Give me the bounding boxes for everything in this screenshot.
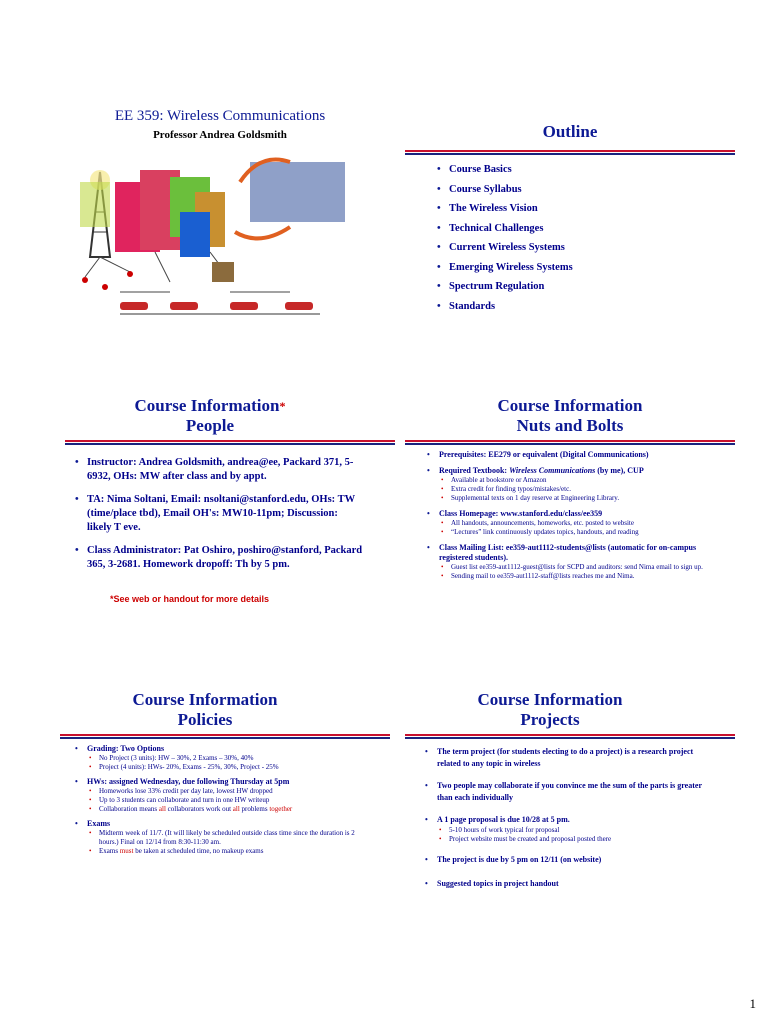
textbook-suffix: (by me), CUP <box>595 466 644 475</box>
list-item: • Standards <box>435 297 573 317</box>
outline-list <box>435 160 573 316</box>
slide6-title-line2: Projects <box>520 710 580 729</box>
title-divider <box>60 734 390 739</box>
collab-text-e: problems <box>239 805 270 813</box>
title-divider <box>65 440 395 445</box>
title-divider <box>405 734 735 739</box>
sub-item: • Midterm week of 11/7. (It will likely be scheduled outside class time since the duration is 2 hours.) Final on 12/14 from 8:30-11:30 am. <box>87 829 363 847</box>
exams-text-c: be taken at scheduled time, no makeup exams <box>133 847 264 855</box>
collab-text-b: all <box>158 805 166 813</box>
sub-list-wrap <box>425 519 725 537</box>
list-item: • HWs: assigned Wednesday, due following Thursday at 5pm <box>73 777 363 787</box>
title-divider <box>405 440 735 445</box>
collab-text-c: collaborators work out <box>165 805 233 813</box>
slide-outline <box>405 108 735 323</box>
sub-item: • Guest list ee359-aut1112-guest@lists for SCPD and auditors: send Nima email to sign up. <box>439 563 725 572</box>
list-item: • TA: Nima Soltani, Email: nsoltani@stanford.edu, OHs: TW (time/place tbd), Email OH's: MW10-11pm; Discussion: likely T eve. <box>73 493 363 535</box>
slide3-title-line2: People <box>185 416 235 435</box>
slide4-title-line2: Nuts and Bolts <box>516 416 624 435</box>
sub-list-wrap <box>73 787 363 814</box>
list-item: • Two people may collaborate if you convince me the sum of the parts is greater than each individually <box>423 780 713 804</box>
list-item <box>425 466 725 476</box>
list-item: • Class Homepage: www.stanford.edu/class/ee359 <box>425 509 725 519</box>
slide5-title-line1: Course Information <box>132 690 278 709</box>
footnote-star: * <box>279 399 286 413</box>
collab-text-f: together <box>269 805 293 813</box>
projects-list <box>423 746 713 890</box>
list-item: • Class Mailing List: ee359-aut1112-students@lists (automatic for on-campus registered students). <box>425 543 725 563</box>
sub-list-wrap <box>425 563 725 581</box>
sub-list-wrap <box>425 476 725 503</box>
sub-list-wrap <box>423 826 713 844</box>
slide3-title <box>45 396 375 436</box>
exams-text-a: Exams <box>99 847 120 855</box>
slide4-title-line1: Course Information <box>497 396 643 415</box>
sub-item: • Project (4 units): HWs- 20%, Exams - 25%, 30%, Project - 25% <box>87 763 363 772</box>
sub-item: • Project website must be created and proposal posted there <box>437 835 713 844</box>
slide1-title: EE 359: Wireless Communications <box>114 108 326 124</box>
car-icon <box>120 302 148 310</box>
sub-item: • “Lectures” link continuously updates topics, handouts, and reading <box>439 528 725 537</box>
slide1-subtitle: Professor Andrea Goldsmith <box>153 129 287 141</box>
list-item: • Exams <box>73 819 363 829</box>
sub-item-exams <box>87 847 363 856</box>
sub-item: • No Project (3 units): HW – 30%, 2 Exams – 30%, 40% <box>87 754 363 763</box>
sub-item: • 5-10 hours of work typical for proposal <box>437 826 713 835</box>
list-item: • Suggested topics in project handout <box>423 878 713 890</box>
list-item: • The project is due by 5 pm on 12/11 (on website) <box>423 854 713 866</box>
collab-text-d: all <box>232 805 240 813</box>
sub-list-wrap <box>73 829 363 856</box>
nuts-bolts-list <box>425 450 725 581</box>
slide-projects <box>385 690 715 900</box>
slide3-title-line1: Course Information <box>134 396 280 415</box>
slide6-title <box>385 690 715 730</box>
sub-item: • Up to 3 students can collaborate and turn in one HW writeup <box>87 796 363 805</box>
sub-item: • All handouts, announcements, homeworks, etc. posted to website <box>439 519 725 528</box>
sub-list-wrap <box>73 754 363 772</box>
slide-title <box>55 108 385 323</box>
list-item: • Class Administrator: Pat Oshiro, poshiro@stanford, Packard 365, 3-2681. Homework dropoff: Th by 5 pm. <box>73 544 363 572</box>
people-list <box>73 456 363 572</box>
wireless-network-illustration <box>60 152 350 322</box>
footnote: *See web or handout for more details <box>110 594 270 604</box>
policies-list <box>73 744 363 856</box>
collab-text-a: Collaboration means <box>99 805 159 813</box>
textbook-prefix: Required Textbook: <box>439 466 510 475</box>
list-item: • A 1 page proposal is due 10/28 at 5 pm. <box>423 814 713 826</box>
list-item: • Prerequisites: EE279 or equivalent (Digital Communications) <box>425 450 725 460</box>
list-item: • The Wireless Vision <box>435 199 573 219</box>
list-item: • The term project (for students electing to do a project) is a research project related to any topic in wireless <box>423 746 713 770</box>
building-blue-icon <box>180 212 210 257</box>
slide4-title <box>405 396 735 436</box>
textbook-title: Wireless Communications <box>509 466 596 475</box>
exams-text-b: must <box>119 847 134 855</box>
slide-people <box>45 396 375 616</box>
slide2-title: Outline <box>542 122 598 141</box>
list-item: • Course Basics <box>435 160 573 180</box>
sub-item-collaboration <box>87 805 363 814</box>
list-item: • Grading: Two Options <box>73 744 363 754</box>
list-item: • Course Syllabus <box>435 180 573 200</box>
slide5-title <box>40 690 370 730</box>
city-map-image <box>250 162 345 222</box>
sub-item: • Sending mail to ee359-aut1112-staff@lists reaches me and Nima. <box>439 572 725 581</box>
sub-item: • Extra credit for finding typos/mistakes/etc. <box>439 485 725 494</box>
list-item: • Emerging Wireless Systems <box>435 258 573 278</box>
slide-nuts-bolts <box>405 396 735 616</box>
page-number: 1 <box>749 996 756 1011</box>
sub-item: • Supplemental texts on 1 day reserve at Engineering Library. <box>439 494 725 503</box>
title-divider <box>405 150 735 155</box>
list-item: • Current Wireless Systems <box>435 238 573 258</box>
sub-item: • Homeworks lose 33% credit per day late, lowest HW dropped <box>87 787 363 796</box>
sub-item: • Available at bookstore or Amazon <box>439 476 725 485</box>
list-item: • Technical Challenges <box>435 219 573 239</box>
list-item: • Spectrum Regulation <box>435 277 573 297</box>
slide5-title-line2: Policies <box>177 710 233 729</box>
slide6-title-line1: Course Information <box>477 690 623 709</box>
list-item: • Instructor: Andrea Goldsmith, andrea@ee, Packard 371, 5-6932, OHs: MW after class and by appt. <box>73 456 363 484</box>
slide-policies <box>40 690 370 900</box>
